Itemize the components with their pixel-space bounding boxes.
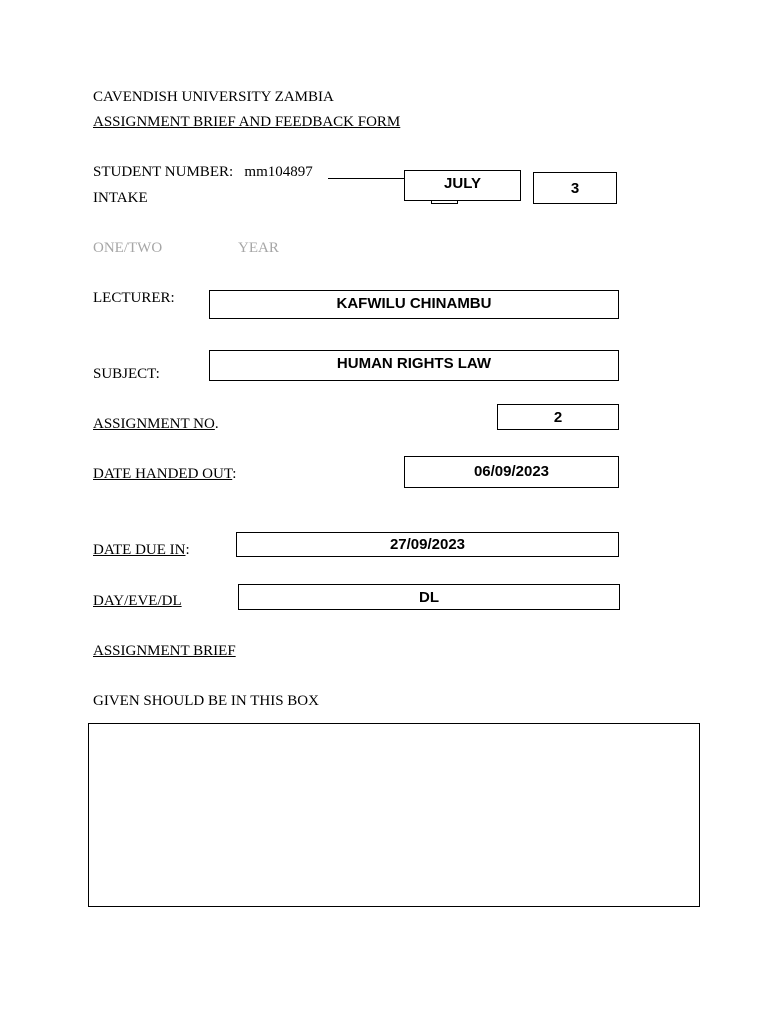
assignment-no-row bbox=[93, 415, 219, 433]
date-handed-out-label: DATE HANDED OUT bbox=[93, 466, 233, 482]
subject-label: SUBJECT: bbox=[93, 366, 160, 382]
intake-number-box bbox=[533, 172, 617, 204]
assignment-brief-instruction: GIVEN SHOULD BE IN THIS BOX bbox=[93, 693, 319, 709]
intake-label: INTAKE bbox=[93, 190, 148, 206]
student-number-label: STUDENT NUMBER: bbox=[93, 164, 234, 180]
date-due-box bbox=[236, 532, 619, 557]
form-title: ASSIGNMENT BRIEF AND FEEDBACK FORM bbox=[93, 114, 401, 130]
date-due-label: DATE DUE IN bbox=[93, 542, 186, 558]
date-due-value: 27/09/2023 bbox=[389, 536, 466, 553]
date-due-suffix: : bbox=[185, 542, 190, 558]
intake-month-value: JULY bbox=[444, 175, 481, 192]
intake-number-value: 3 bbox=[570, 180, 580, 197]
year-label: YEAR bbox=[238, 240, 279, 256]
lecturer-label: LECTURER: bbox=[93, 290, 175, 306]
assignment-brief-heading: ASSIGNMENT BRIEF bbox=[93, 643, 236, 659]
student-number-underline bbox=[328, 178, 406, 179]
date-handed-out-row bbox=[93, 465, 236, 483]
assignment-no-label: ASSIGNMENT NO bbox=[93, 416, 215, 432]
year-one-two: ONE/TWO bbox=[93, 240, 163, 256]
subject-value: HUMAN RIGHTS LAW bbox=[336, 355, 492, 372]
date-handed-out-suffix: : bbox=[232, 466, 237, 482]
mode-box bbox=[238, 584, 620, 610]
mode-value: DL bbox=[419, 589, 439, 606]
date-handed-out-value: 06/09/2023 bbox=[473, 463, 550, 480]
lecturer-value: KAFWILU CHINAMBU bbox=[336, 295, 492, 312]
assignment-brief-box bbox=[88, 723, 700, 907]
lecturer-box bbox=[209, 290, 619, 319]
mode-label: DAY/EVE/DL bbox=[93, 593, 182, 609]
student-number-value: mm104897 bbox=[244, 164, 313, 180]
date-due-row bbox=[93, 541, 190, 559]
assignment-no-suffix: . bbox=[214, 416, 219, 432]
assignment-no-value: 2 bbox=[553, 409, 563, 426]
assignment-no-box bbox=[497, 404, 619, 430]
intake-month-box bbox=[404, 170, 521, 201]
university-name: CAVENDISH UNIVERSITY ZAMBIA bbox=[93, 89, 334, 105]
subject-box bbox=[209, 350, 619, 381]
student-number-row bbox=[93, 163, 313, 181]
date-handed-out-box bbox=[404, 456, 619, 488]
